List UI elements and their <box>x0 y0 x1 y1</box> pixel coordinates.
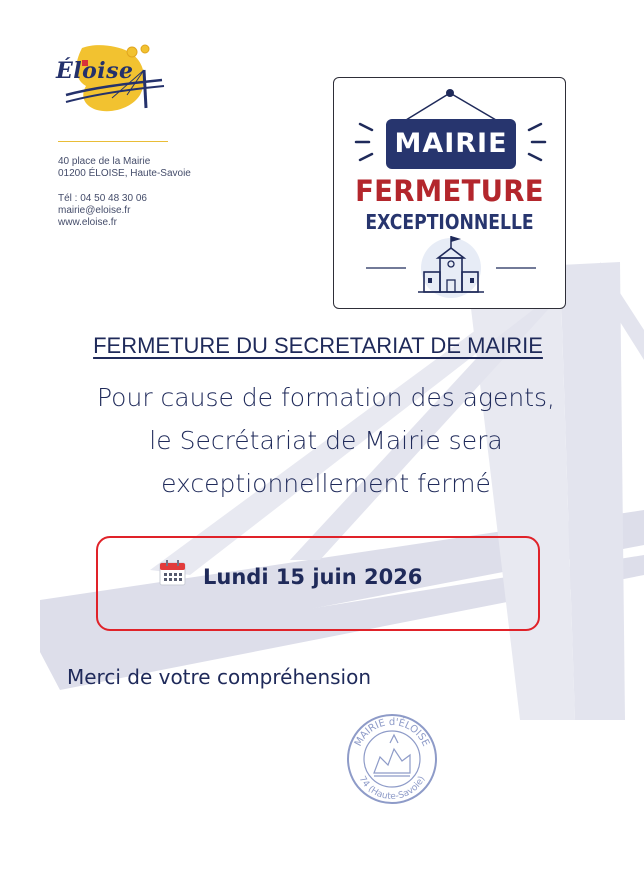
address-line-1: 40 place de la Mairie <box>58 156 151 167</box>
announcement-line-2: le Secrétariat de Mairie sera <box>149 426 503 455</box>
website-link[interactable]: www.eloise.fr <box>58 217 117 228</box>
stamp-top-text: MAIRIE d'ÉLOISE <box>352 717 432 749</box>
stamp-bottom-text: 74 (Haute-Savoie) <box>356 774 428 803</box>
sign-exceptionnelle: EXCEPTIONNELLE <box>365 210 534 234</box>
calendar-icon <box>158 558 188 588</box>
phone-number: Tél : 04 50 48 30 06 <box>58 193 147 204</box>
logo-divider <box>58 141 168 142</box>
logo-text: Éloise <box>56 58 134 84</box>
closure-sign <box>333 77 566 309</box>
announcement-line-3: exceptionnellement fermé <box>161 469 491 498</box>
contact-block <box>58 156 191 229</box>
announcement-line-1: Pour cause de formation des agents, <box>97 383 555 412</box>
closure-date: Lundi 15 juin 2026 <box>203 565 423 589</box>
thanks-text: Merci de votre compréhension <box>67 665 372 689</box>
sign-fermeture: FERMETURE <box>355 174 544 208</box>
mairie-stamp <box>344 713 440 805</box>
email-address: mairie@eloise.fr <box>58 205 131 216</box>
sign-plate-mairie: MAIRIE <box>386 119 516 169</box>
eloise-logo[interactable] <box>52 40 172 118</box>
town-hall-icon <box>418 236 484 298</box>
notice-title: FERMETURE DU SECRETARIAT DE MAIRIE <box>93 333 543 358</box>
announcement-text <box>0 376 644 505</box>
address-line-2: 01200 ÉLOISE, Haute-Savoie <box>58 168 191 179</box>
